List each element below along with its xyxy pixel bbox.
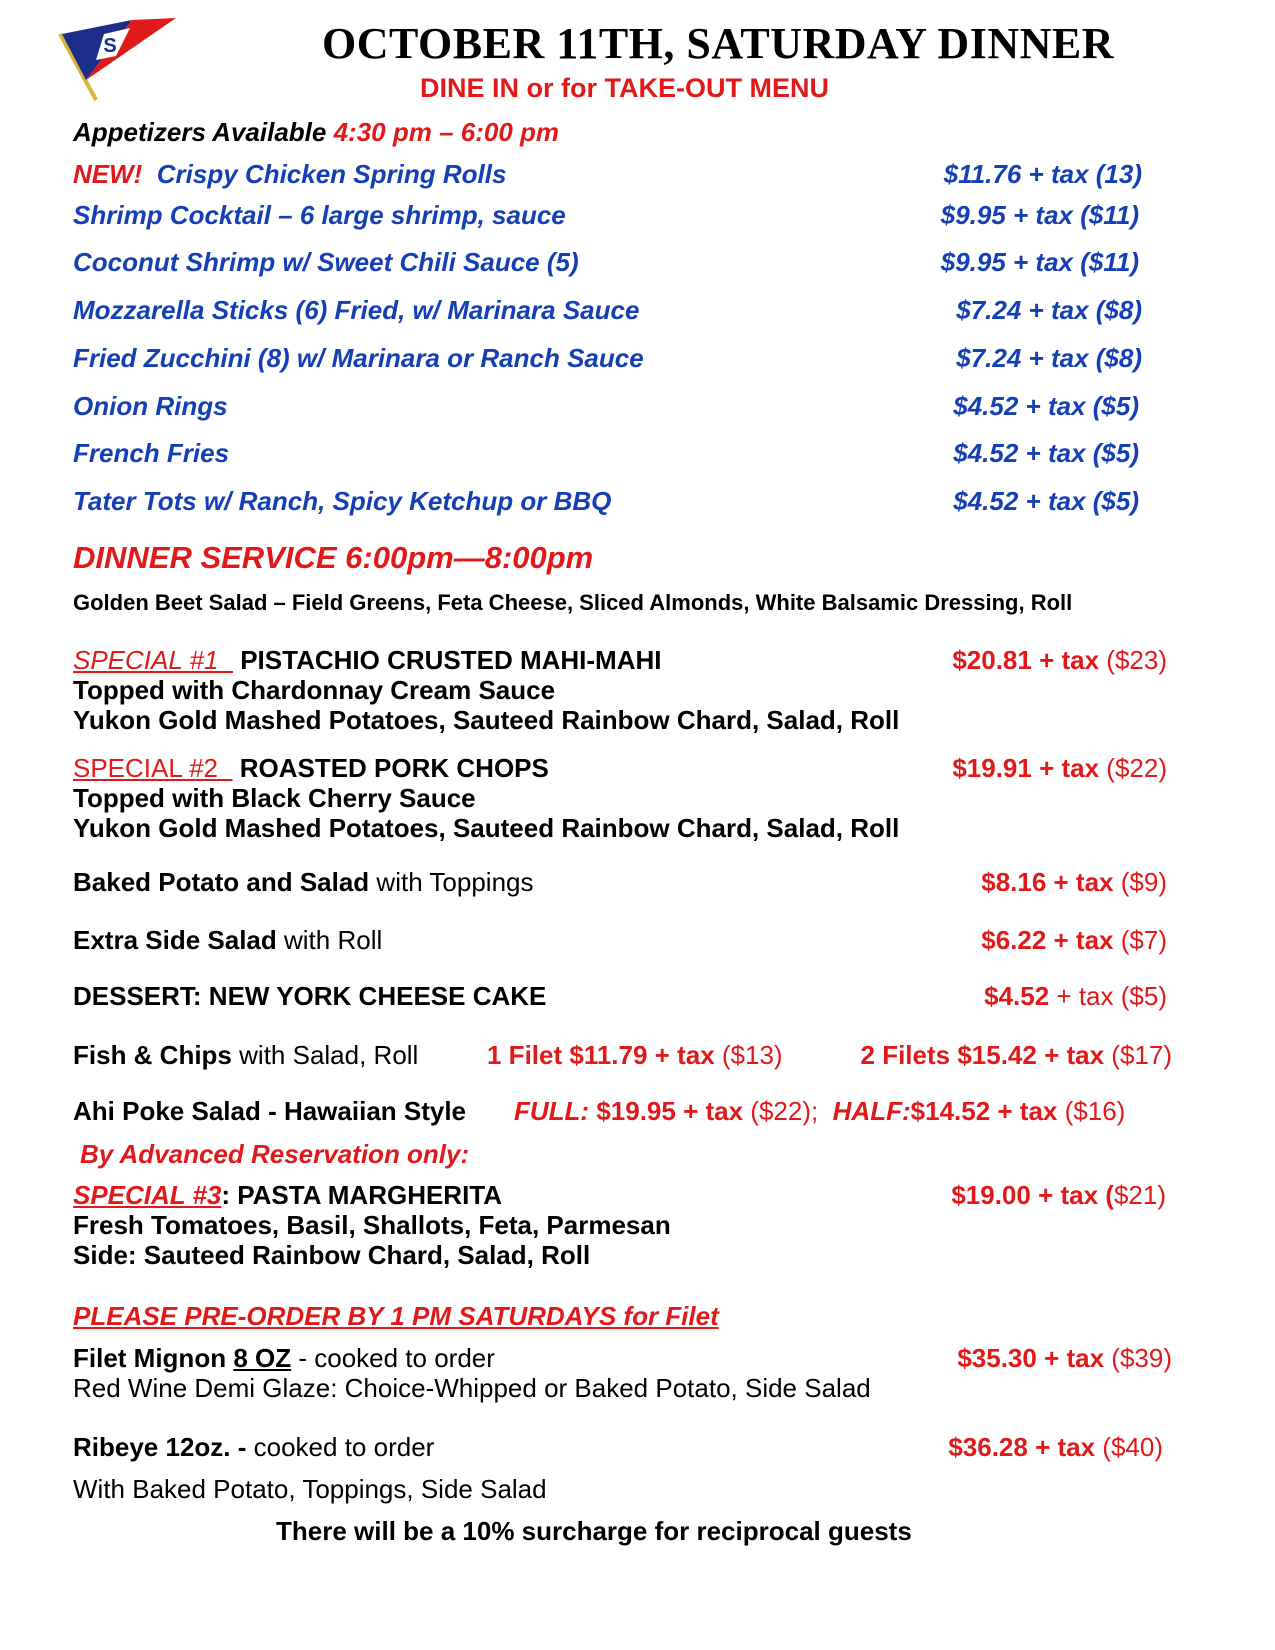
preorder-note: PLEASE PRE-ORDER BY 1 PM SATURDAYS for Filet xyxy=(73,1301,719,1331)
filet-name: Filet Mignon xyxy=(73,1343,227,1373)
special3-price xyxy=(951,1180,1166,1211)
poke-full-label: FULL: xyxy=(514,1096,590,1126)
poke-name: Ahi Poke Salad - Hawaiian Style xyxy=(73,1096,467,1126)
special2-price xyxy=(952,753,1167,784)
special2-line1: Topped with Black Cherry Sauce xyxy=(73,783,476,813)
dessert-tax: + tax xyxy=(1056,981,1114,1011)
poke-half-price: $14.52 + tax xyxy=(910,1096,1058,1126)
poke-full-price: $19.95 + tax xyxy=(596,1096,744,1126)
special1-title xyxy=(73,645,661,676)
baked-potato-name: Baked Potato and Salad xyxy=(73,867,370,897)
appetizer-price: $7.24 + tax ($8) xyxy=(956,295,1142,325)
filet-price xyxy=(957,1343,1172,1374)
logo-letter: S xyxy=(103,35,117,57)
fish-one-filet-value: 1 Filet $11.79 + tax xyxy=(487,1040,715,1070)
fish-two-filets-price xyxy=(861,1040,1172,1071)
fish-chips-desc: with Salad, Roll xyxy=(239,1040,419,1070)
dessert-price-total: ($5) xyxy=(1120,981,1167,1011)
special3-label: SPECIAL #3 xyxy=(73,1180,222,1210)
filet-line1: Red Wine Demi Glaze: Choice-Whipped or Baked Potato, Side Salad xyxy=(73,1373,871,1403)
special2-name: ROASTED PORK CHOPS xyxy=(239,753,549,783)
page-title: OCTOBER 11TH, SATURDAY DINNER xyxy=(322,19,1114,68)
poke-half-label: HALF: xyxy=(832,1096,911,1126)
ribeye-price-value: $36.28 + tax xyxy=(948,1432,1096,1462)
appetizer-price: $4.52 + tax ($5) xyxy=(953,391,1139,421)
appetizers-heading xyxy=(73,117,559,148)
side-salad-item xyxy=(73,925,382,956)
fish-one-filet-price xyxy=(487,1040,783,1071)
appetizer-name: Shrimp Cocktail – 6 large shrimp, sauce xyxy=(73,200,566,230)
new-badge: NEW! xyxy=(73,159,143,189)
page-subtitle: DINE IN or for TAKE-OUT MENU xyxy=(420,73,829,103)
ribeye-desc: cooked to order xyxy=(253,1432,435,1462)
special3-line1: Fresh Tomatoes, Basil, Shallots, Feta, Parmesan xyxy=(73,1210,671,1240)
side-salad-price-total: ($7) xyxy=(1120,925,1167,955)
poke-half-total: ($16) xyxy=(1064,1096,1126,1126)
special3-title xyxy=(73,1180,502,1211)
dessert-name: DESSERT: NEW YORK CHEESE CAKE xyxy=(73,981,547,1011)
appetizer-name: Onion Rings xyxy=(73,391,228,421)
fish-two-filets-value: 2 Filets $15.42 + tax xyxy=(860,1040,1105,1070)
baked-potato-price-total: ($9) xyxy=(1120,867,1167,897)
surcharge-note: There will be a 10% surcharge for reciprocal guests xyxy=(276,1516,912,1546)
filet-item xyxy=(73,1343,495,1374)
appetizer-price: $7.24 + tax ($8) xyxy=(956,343,1142,373)
appetizer-name: Coconut Shrimp w/ Sweet Chili Sauce (5) xyxy=(73,247,579,277)
baked-potato-item xyxy=(73,867,534,898)
club-burgee-logo xyxy=(52,16,182,108)
appetizer-item xyxy=(73,159,506,190)
special3-line2: Side: Sauteed Rainbow Chard, Salad, Roll xyxy=(73,1240,591,1270)
special1-line2: Yukon Gold Mashed Potatoes, Sauteed Rainbow Chard, Salad, Roll xyxy=(73,705,900,735)
ribeye-name: Ribeye 12oz. - xyxy=(73,1432,247,1462)
reservation-note: By Advanced Reservation only: xyxy=(80,1139,470,1169)
appetizer-name: French Fries xyxy=(73,438,230,468)
poke-prices xyxy=(514,1096,1125,1127)
filet-desc: - cooked to order xyxy=(291,1343,495,1373)
poke-full-total: ($22); xyxy=(750,1096,819,1126)
filet-price-value: $35.30 + tax xyxy=(957,1343,1105,1373)
side-salad-price-value: $6.22 + tax xyxy=(981,925,1114,955)
special1-line1: Topped with Chardonnay Cream Sauce xyxy=(73,675,556,705)
appetizer-price: $9.95 + tax ($11) xyxy=(940,247,1139,277)
special3-name: : PASTA MARGHERITA xyxy=(221,1180,503,1210)
fish-one-filet-total: ($13) xyxy=(721,1040,783,1070)
appetizer-name: Mozzarella Sticks (6) Fried, w/ Marinara Sauce xyxy=(73,295,640,325)
fish-chips-name: Fish & Chips xyxy=(73,1040,232,1070)
appetizers-label: Appetizers Available xyxy=(73,117,327,147)
ribeye-price xyxy=(948,1432,1163,1463)
special3-price-value: $19.00 + tax ( xyxy=(951,1180,1114,1210)
special2-price-total: ($22) xyxy=(1106,753,1167,783)
side-salad-name: Extra Side Salad xyxy=(73,925,277,955)
filet-price-total: ($39) xyxy=(1111,1343,1172,1373)
dessert-price xyxy=(984,981,1167,1012)
special2-label: SPECIAL #2 xyxy=(73,753,219,783)
special3-price-total: $21) xyxy=(1113,1180,1166,1210)
appetizer-price: $4.52 + tax ($5) xyxy=(953,438,1139,468)
baked-potato-desc: with Toppings xyxy=(376,867,534,897)
special1-price-value: $20.81 + tax xyxy=(952,645,1100,675)
special2-title xyxy=(73,753,549,784)
baked-potato-price xyxy=(981,867,1167,898)
filet-size: 8 OZ xyxy=(233,1343,292,1373)
appetizer-price: $4.52 + tax ($5) xyxy=(953,486,1139,516)
fish-chips-item xyxy=(73,1040,418,1071)
appetizer-name: Fried Zucchini (8) w/ Marinara or Ranch Sauce xyxy=(73,343,644,373)
special1-label: SPECIAL #1 xyxy=(73,645,219,675)
dinner-heading: DINNER SERVICE 6:00pm—8:00pm xyxy=(73,540,594,575)
fish-two-filets-total: ($17) xyxy=(1111,1040,1172,1070)
ribeye-line1: With Baked Potato, Toppings, Side Salad xyxy=(73,1474,547,1504)
special2-line2: Yukon Gold Mashed Potatoes, Sauteed Rainbow Chard, Salad, Roll xyxy=(73,813,900,843)
special2-price-value: $19.91 + tax xyxy=(952,753,1100,783)
appetizer-name: Crispy Chicken Spring Rolls xyxy=(156,159,507,189)
special1-name: PISTACHIO CRUSTED MAHI-MAHI xyxy=(240,645,662,675)
baked-potato-price-value: $8.16 + tax xyxy=(981,867,1114,897)
salad-description: Golden Beet Salad – Field Greens, Feta Cheese, Sliced Almonds, White Balsamic Dressing, Roll xyxy=(73,590,1073,615)
ribeye-price-total: ($40) xyxy=(1102,1432,1163,1462)
side-salad-desc: with Roll xyxy=(284,925,383,955)
appetizer-price: $9.95 + tax ($11) xyxy=(940,200,1139,230)
dessert-price-value: $4.52 xyxy=(984,981,1050,1011)
appetizers-hours: 4:30 pm – 6:00 pm xyxy=(333,117,560,147)
special1-price xyxy=(952,645,1167,676)
appetizer-name: Tater Tots w/ Ranch, Spicy Ketchup or BBQ xyxy=(73,486,612,516)
ribeye-item xyxy=(73,1432,434,1463)
side-salad-price xyxy=(981,925,1167,956)
special1-price-total: ($23) xyxy=(1106,645,1167,675)
appetizer-price: $11.76 + tax (13) xyxy=(943,159,1142,189)
